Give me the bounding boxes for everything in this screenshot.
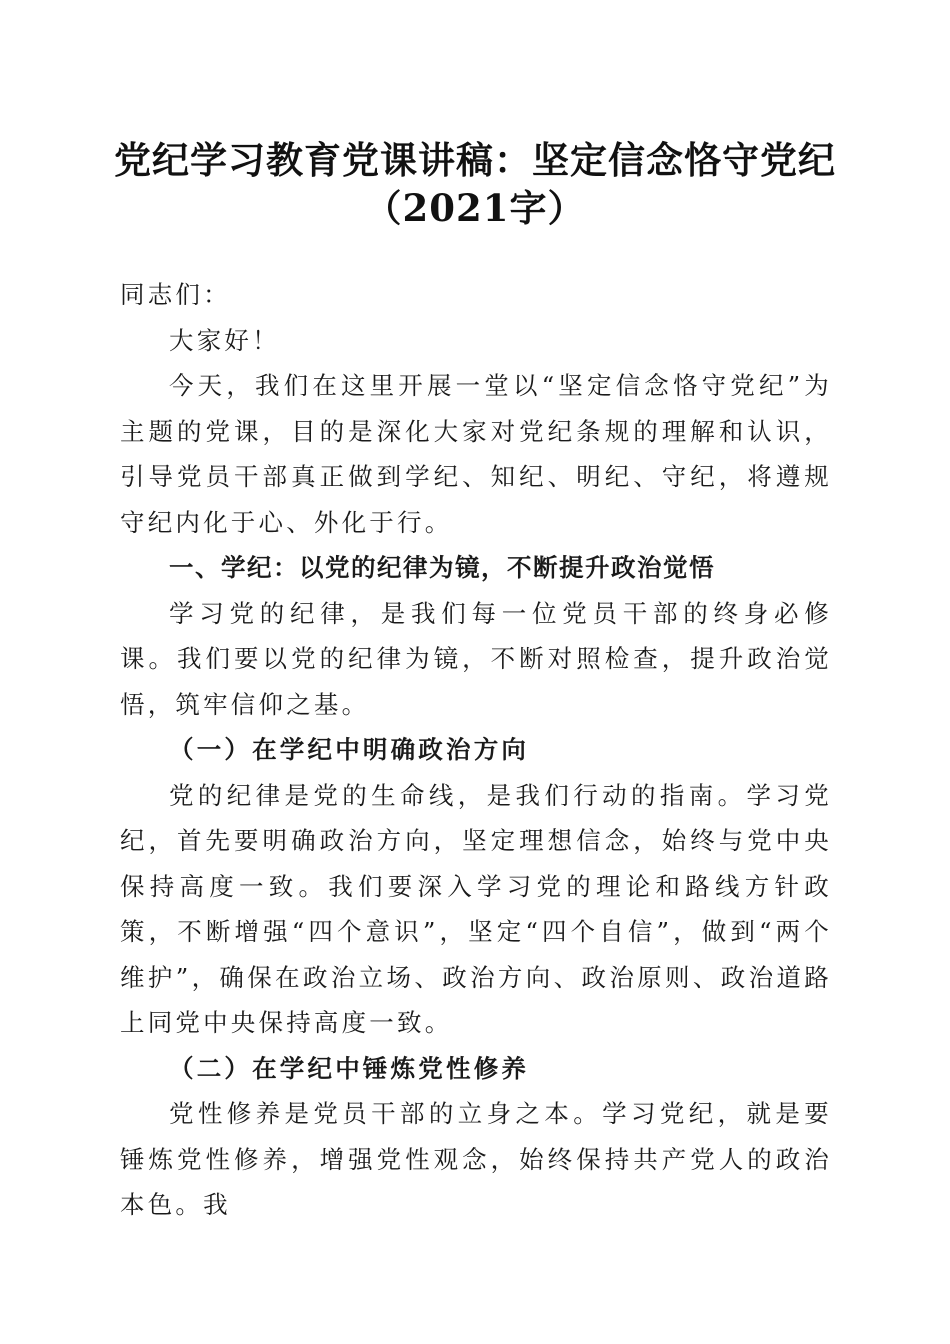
document-title-word-count: （2021字） xyxy=(364,186,586,230)
greeting: 大家好！ xyxy=(169,325,280,355)
section-heading-1: 一、学纪：以党的纪律为镜，不断提升政治觉悟 xyxy=(169,553,715,582)
document-title: 党纪学习教育党课讲稿：坚定信念恪守党纪 xyxy=(114,138,836,182)
salutation: 同志们： xyxy=(120,280,231,309)
subsection-1-paragraph: 党的纪律是党的生命线，是我们行动的指南。学习党纪，首先要明确政治方向，坚定理想信念，始终与党中央保持高度一致。我们要深入学习党的理论和路线方针政策，不断增强“四个意识”，坚定“四个自信”，做到“两个维护”，确保在政治立场、政治方向、政治原则、政治道路上同党中央保持高度一致。 xyxy=(120,780,832,1037)
document-body xyxy=(120,272,832,1228)
intro-paragraph: 今天，我们在这里开展一堂以“坚定信念恪守党纪”为主题的党课，目的是深化大家对党纪条规的理解和认识，引导党员干部真正做到学纪、知纪、明纪、守纪，将遵规守纪内化于心、外化于行。 xyxy=(120,371,832,537)
subsection-2-paragraph: 党性修养是党员干部的立身之本。学习党纪，就是要锤炼党性修养，增强党性观念，始终保持共产党人的政治本色。我 xyxy=(120,1099,832,1219)
section-1-paragraph: 学习党的纪律，是我们每一位党员干部的终身必修课。我们要以党的纪律为镜，不断对照检查，提升政治觉悟，筑牢信仰之基。 xyxy=(120,598,832,719)
subsection-heading-1: （一）在学纪中明确政治方向 xyxy=(169,735,530,764)
subsection-heading-2: （二）在学纪中锤炼党性修养 xyxy=(169,1053,530,1083)
